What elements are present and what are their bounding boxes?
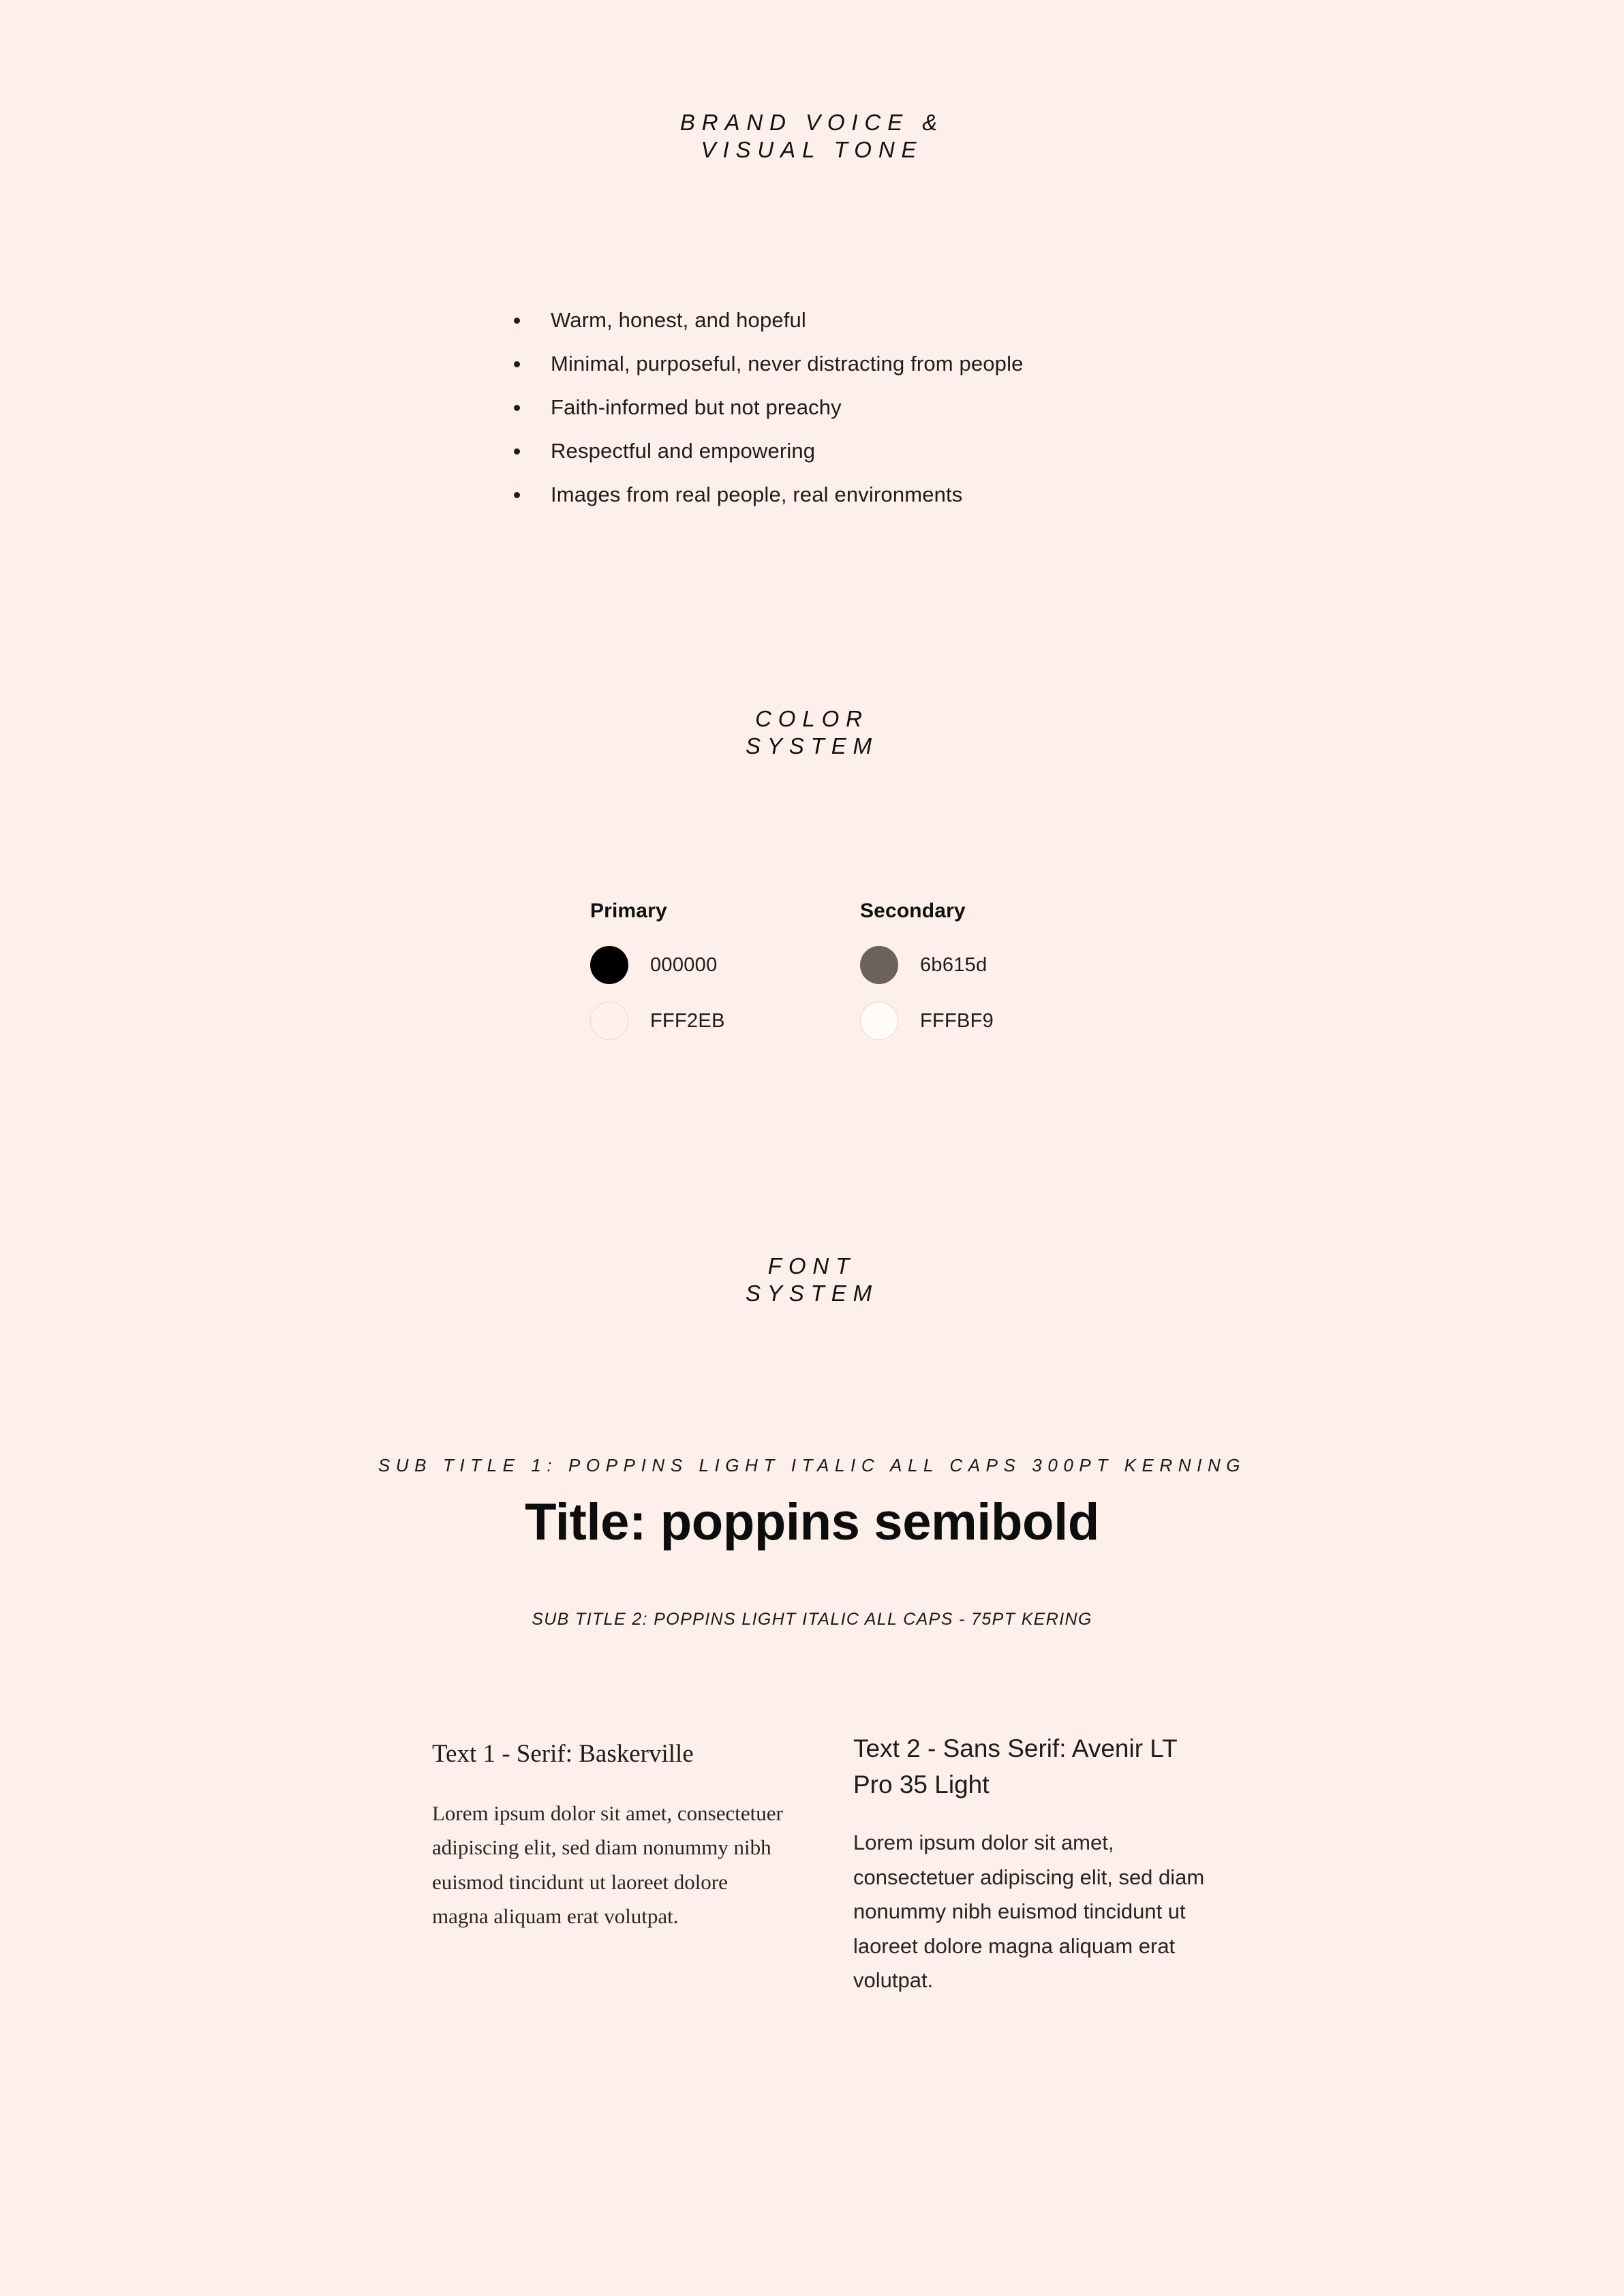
font-system-heading-line-1: FONT — [767, 1253, 857, 1279]
font-system-heading — [0, 1253, 1624, 1308]
color-swatch-dot — [590, 946, 628, 984]
color-group-primary — [590, 900, 725, 1058]
text-sample-sans-title: Text 2 - Sans Serif: Avenir LT Pro 35 Light — [853, 1734, 1178, 1798]
text-sample-serif-body: Lorem ipsum dolor sit amet, consectetuer adipiscing elit, sed diam nonummy nibh euismod tincidunt ut laoreet dolore magna aliquam erat volutpat. — [432, 1801, 783, 1928]
color-swatch-dot — [860, 946, 898, 984]
list-item: Faith-informed but not preachy — [504, 386, 1024, 429]
color-system-heading-line-1: COLOR — [755, 706, 869, 731]
swatch-row-secondary-1 — [860, 946, 994, 984]
text-sample-serif-title: Text 1 - Serif: Baskerville — [432, 1740, 694, 1768]
font-sample-sub-title-1: SUB TITLE 1: POPPINS LIGHT ITALIC ALL CAPS 300PT KERNING — [378, 1455, 1246, 1475]
swatch-row-secondary-2 — [860, 1002, 994, 1040]
text-sample-sans-body: Lorem ipsum dolor sit amet, consectetuer adipiscing elit, sed diam nonummy nibh euismod tincidunt ut laoreet dolore magna aliquam erat volutpat. — [853, 1831, 1205, 1993]
brand-voice-heading-line-1: BRAND VOICE & — [679, 110, 945, 135]
list-item: Images from real people, real environments — [504, 473, 1024, 517]
text-sample-serif — [432, 1738, 786, 1933]
font-system-heading-line-2: SYSTEM — [745, 1281, 879, 1306]
color-group-secondary-title: Secondary — [860, 900, 966, 922]
text-sample-sans — [853, 1731, 1208, 1998]
color-system-heading-line-2: SYSTEM — [745, 733, 879, 759]
list-item: Warm, honest, and hopeful — [504, 299, 1024, 342]
color-system-heading — [0, 705, 1624, 761]
color-swatch-label: 6b615d — [920, 953, 987, 976]
brand-voice-heading — [0, 109, 1624, 164]
color-swatch-dot — [860, 1002, 898, 1040]
swatch-row-primary-2 — [590, 1002, 725, 1040]
swatch-row-primary-1 — [590, 946, 725, 984]
color-swatch-label: 000000 — [650, 953, 718, 976]
font-sample-title: Title: poppins semibold — [525, 1493, 1099, 1551]
brand-voice-heading-line-2: VISUAL TONE — [701, 137, 923, 163]
brand-voice-bullet-list — [504, 299, 1024, 517]
list-item: Respectful and empowering — [504, 429, 1024, 473]
list-item: Minimal, purposeful, never distracting from people — [504, 342, 1024, 386]
font-sample-sub-title-2: SUB TITLE 2: POPPINS LIGHT ITALIC ALL CAPS - 75PT KERING — [532, 1610, 1092, 1629]
color-swatch-label: FFFBF9 — [920, 1009, 994, 1032]
color-group-primary-title: Primary — [590, 900, 667, 922]
color-group-secondary — [860, 900, 994, 1058]
color-swatch-label: FFF2EB — [650, 1009, 725, 1032]
color-swatch-dot — [590, 1002, 628, 1040]
